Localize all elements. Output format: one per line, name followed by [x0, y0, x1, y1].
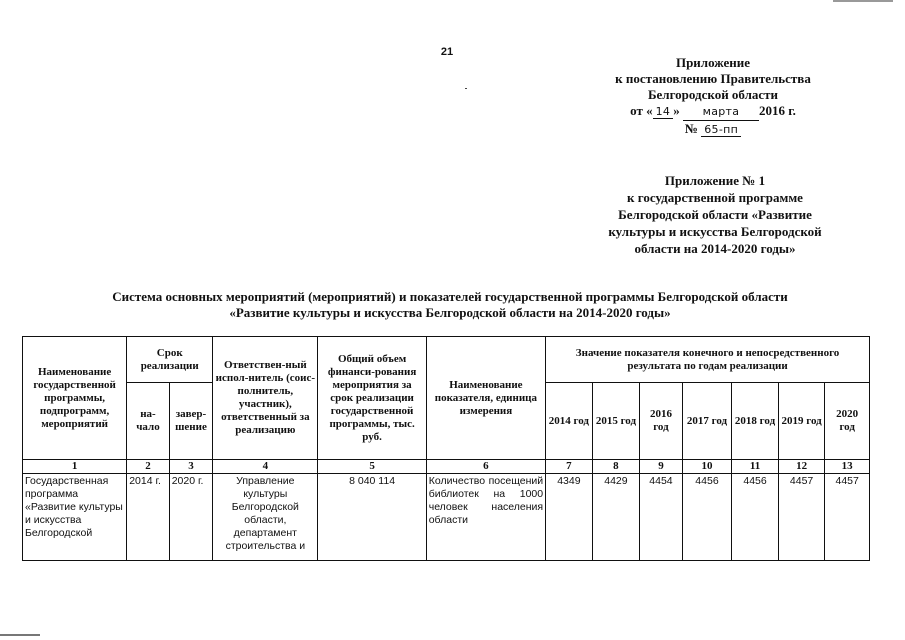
- row-value-2020: 4457: [825, 474, 870, 561]
- column-number: 5: [318, 460, 426, 474]
- row-value-2015: 4429: [592, 474, 640, 561]
- number-prefix: №: [684, 121, 698, 136]
- header-name: Наименование государственной программы, подпрограмм, мероприятий: [23, 337, 127, 460]
- approval-line-2: к постановлению Правительства: [615, 71, 811, 86]
- attachment-line-4: культуры и искусства Белгородской: [608, 224, 822, 239]
- header-year: 2015 год: [592, 383, 640, 460]
- row-term-end: 2020 г.: [169, 474, 213, 561]
- row-indicator: Количество посещений библиотек на 1000 человек населения области: [426, 474, 545, 561]
- table-header-row-1: [23, 337, 870, 383]
- approval-number: [598, 121, 828, 138]
- column-number: 1: [23, 460, 127, 474]
- column-number: 3: [169, 460, 213, 474]
- table-row: [23, 474, 870, 561]
- column-number-row: [23, 460, 870, 474]
- date-prefix: от «: [630, 103, 653, 118]
- header-funding: Общий объем финанси-рования мероприятия за срок реализации государственной программы, тыс. руб.: [318, 337, 426, 460]
- header-values-group: Значение показателя конечного и непосредственного результата по годам реализации: [546, 337, 870, 383]
- row-funding: 8 040 114: [318, 474, 426, 561]
- title-line-1: Система основных мероприятий (мероприятий) и показателей государственной программы Белгородской области: [112, 289, 788, 304]
- header-year: 2020 год: [825, 383, 870, 460]
- approval-line-1: Приложение: [675, 55, 751, 70]
- column-number: 7: [546, 460, 593, 474]
- header-responsible: Ответствен-ный испол-нитель (соис-полнитель, участник), ответственный за реализацию: [213, 337, 318, 460]
- number-value: 65-пп: [701, 123, 741, 137]
- header-indicator: Наименование показателя, единица измерения: [426, 337, 545, 460]
- column-number: 12: [778, 460, 825, 474]
- attachment-line-1: Приложение № 1: [664, 173, 766, 188]
- header-year: 2014 год: [546, 383, 593, 460]
- header-year: 2019 год: [778, 383, 825, 460]
- column-number: 6: [426, 460, 545, 474]
- approval-line-3: Белгородской области: [647, 87, 779, 102]
- approval-date: [598, 103, 828, 121]
- measures-table: [22, 336, 870, 561]
- row-value-2018: 4456: [732, 474, 779, 561]
- date-mid: »: [673, 103, 680, 118]
- header-year: 2018 год: [732, 383, 779, 460]
- header-year: 2016 год: [640, 383, 682, 460]
- attachment-header: [580, 172, 850, 257]
- page-number: 21: [440, 46, 454, 58]
- document-title: [40, 289, 860, 321]
- column-number: 8: [592, 460, 640, 474]
- date-year: 2016 г.: [758, 103, 796, 118]
- attachment-line-5: области на 2014-2020 годы»: [634, 241, 796, 256]
- column-number: 9: [640, 460, 682, 474]
- row-value-2016: 4454: [640, 474, 682, 561]
- column-number: 10: [682, 460, 732, 474]
- header-term-start: на-чало: [127, 383, 169, 460]
- row-responsible: Управление культуры Белгородской области, департамент строительства и: [213, 474, 318, 561]
- date-month: марта: [683, 104, 759, 121]
- approval-header: [598, 55, 828, 138]
- attachment-line-2: к государственной программе: [627, 190, 803, 205]
- column-number: 11: [732, 460, 779, 474]
- date-day: 14: [653, 105, 674, 119]
- row-value-2017: 4456: [682, 474, 732, 561]
- column-number: 2: [127, 460, 169, 474]
- column-number: 4: [213, 460, 318, 474]
- attachment-line-3: Белгородской области «Развитие: [618, 207, 812, 222]
- title-line-2: «Развитие культуры и искусства Белгородской области на 2014-2020 годы»: [229, 305, 671, 320]
- scan-edge-mark: [833, 0, 893, 2]
- header-term-end: завер-шение: [169, 383, 213, 460]
- scan-edge-mark: [0, 634, 40, 636]
- row-program-name: Государственная программа «Развитие культуры и искусства Белгородской: [23, 474, 127, 561]
- row-value-2014: 4349: [546, 474, 593, 561]
- header-year: 2017 год: [682, 383, 732, 460]
- row-value-2019: 4457: [778, 474, 825, 561]
- column-number: 13: [825, 460, 870, 474]
- header-term: Срок реализации: [127, 337, 213, 383]
- scan-speck: [465, 88, 467, 89]
- row-term-start: 2014 г.: [127, 474, 169, 561]
